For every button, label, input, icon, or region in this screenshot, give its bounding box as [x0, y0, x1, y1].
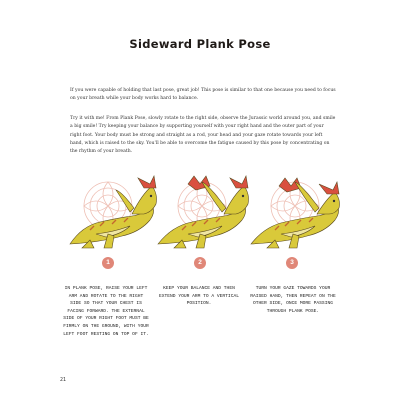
intro-paragraph: If you were capable of holding that last pose, great job! This pose is similar to that one because you need to focus on your breath while your body works hard to balance. [70, 88, 336, 102]
instructions-paragraph: Try it with me! From Plank Pose, slowly rotate to the right side, observe the Jurassic world around you, and smile a big smile! Try keeping your balance by supporting yourself with your right hand and the outer part of your right foot. Your body must be strong and straight as a rod, your head and your gaze rotate towards your left hand, which is raised to the sky. You'll be able to overcome the fatigue caused by this pose by concentrating on the rhythm of your breath. [70, 116, 336, 155]
dinosaur-illustration-step-3 [243, 174, 349, 254]
step-2-instructions: KEEP YOUR BALANCE AND THEN EXTEND YOUR ARM TO A VERTICAL POSITION. [159, 286, 239, 307]
dinosaur-illustration-step-2 [150, 174, 256, 254]
page-number: 21 [60, 378, 67, 383]
step-number-badge: 3 [286, 257, 298, 269]
step-number-badge: 2 [194, 257, 206, 269]
step-number-badge: 1 [102, 257, 114, 269]
step-1-instructions: IN PLANK POSE, RAISE YOUR LEFT ARM AND ROTATE TO THE RIGHT SIDE SO THAT YOUR CHEST IS FACING FORWARD. THE EXTERNAL SIDE OF YOUR RIGHT FOOT MUST BE FIRMLY ON THE GROUND, WITH YOUR LEFT FOOT RESTING ON TOP OF IT. [63, 286, 149, 337]
step-3-instructions: TURN YOUR GAZE TOWARDS YOUR RAISED HAND, THEN REPEAT ON THE OTHER SIDE, ONCE MORE PASSING THROUGH PLANK POSE. [250, 286, 336, 314]
page-title: Sideward Plank Pose [129, 37, 271, 51]
